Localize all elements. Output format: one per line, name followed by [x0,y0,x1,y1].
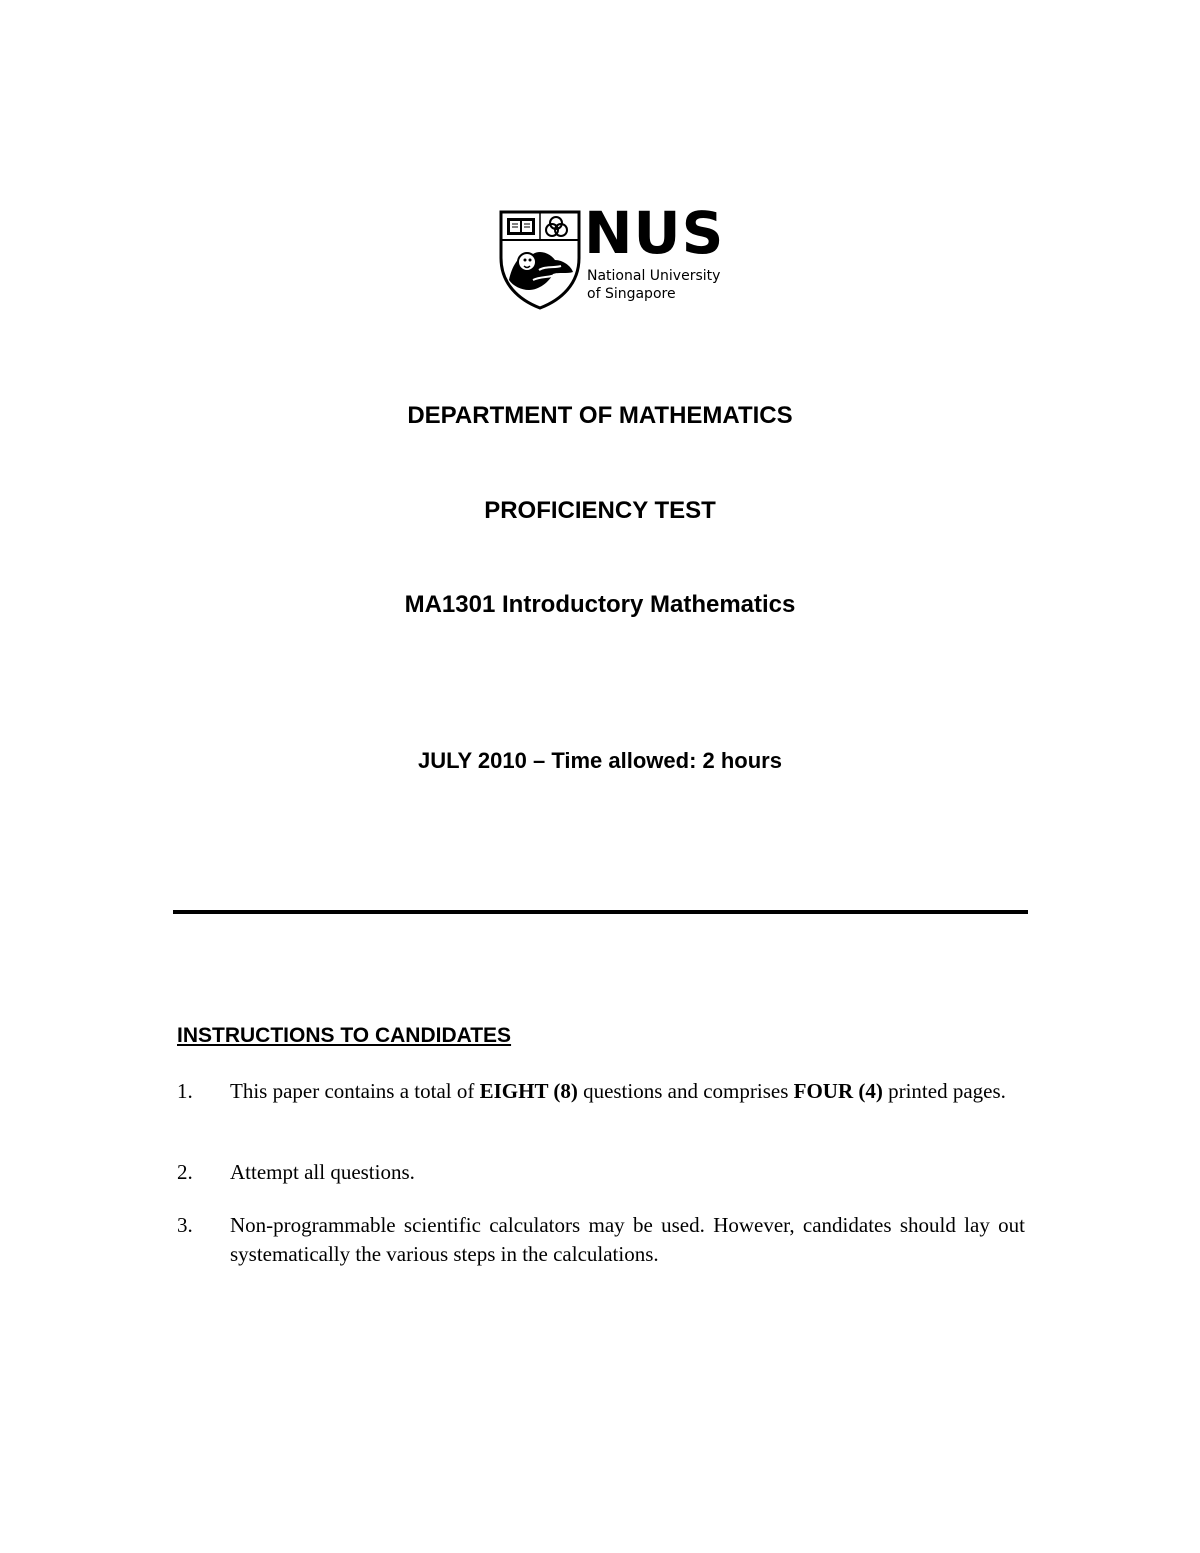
instruction-text: Non-programmable scientific calculators may be used. However, candidates should lay out systematically the various steps in the calculations. [230,1213,1025,1266]
nus-logo [499,199,739,312]
instruction-number: 1. [177,1079,193,1103]
logo-subtitle: National University of Singapore [587,268,721,302]
department-title: DEPARTMENT OF MATHEMATICS [407,402,793,429]
instructions-title: INSTRUCTIONS TO CANDIDATES [177,1024,512,1047]
page-count: FOUR (4) [793,1079,883,1103]
test-type-title: PROFICIENCY TEST [484,497,716,524]
question-count: EIGHT (8) [479,1079,578,1103]
instruction-text: Attempt all questions. [230,1160,415,1184]
date-time-allowed: JULY 2010 – Time allowed: 2 hours [418,748,782,773]
course-title: MA1301 Introductory Mathematics [404,591,796,618]
instruction-number: 3. [177,1213,193,1237]
horizontal-divider [173,910,1028,914]
instruction-number: 2. [177,1160,193,1184]
logo-wordmark: NUS [584,199,725,267]
instruction-text: This paper contains a total of EIGHT (8) questions and comprises FOUR (4) printed pages. [230,1079,1006,1103]
nus-crest-icon [499,210,581,310]
